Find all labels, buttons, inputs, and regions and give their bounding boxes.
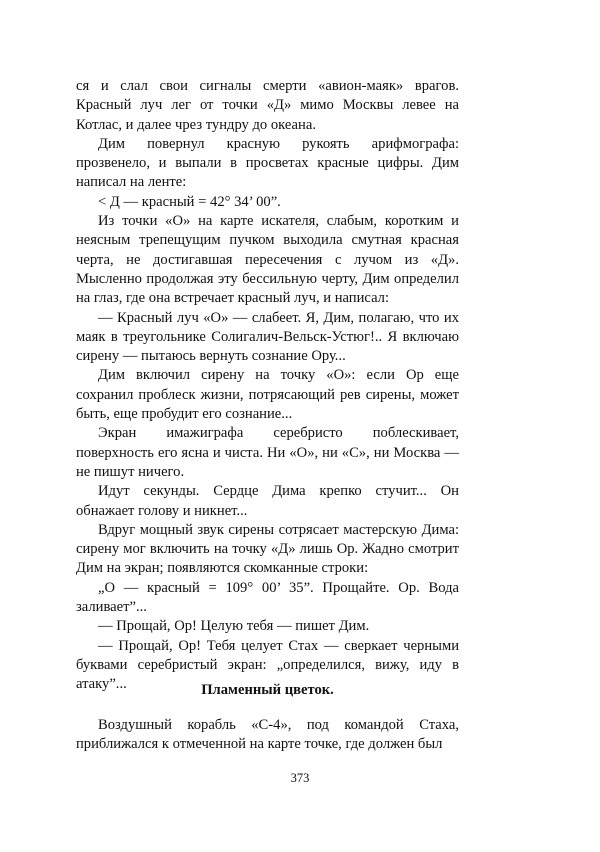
paragraph-dialogue: — Прощай, Ор! Тебя целует Стах — сверкает черными буквами серебристый экран: „определился, вижу, иду в атаку”... [76, 637, 459, 693]
paragraph: Дим включил сирену на точку «О»: если Ор еще сохранил проблеск жизни, потрясающий рев сирены, может быть, еще пробудит его сознание... [76, 367, 459, 423]
section-heading: Пламенный цветок. [201, 682, 334, 698]
body-text [76, 77, 459, 695]
paragraph: Идут секунды. Сердце Дима крепко стучит... Он обнажает голову и никнет... [76, 483, 459, 519]
paragraph: Дим повернул красную рукоять арифмографа: прозвенело, и выпали в просветах красные цифры. Дим написал на ленте: [76, 135, 459, 191]
paragraph-section-start: Воздушный корабль «С-4», под командой Стаха, приближался к отмеченной на карте точке, где должен был [76, 717, 459, 753]
paragraph-continuation: ся и слал свои сигналы смерти «авион-маяк» врагов. Красный луч лег от точки «Д» мимо Москвы левее на Котлас, и далее чрез тундру до океана. [76, 78, 459, 133]
paragraph: Экран имажиграфа серебристо поблескивает, поверхность его ясна и чиста. Ни «О», ни «С», ни Москва — не пишут ничего. [76, 425, 459, 480]
paragraph-dialogue: — Красный луч «О» — слабеет. Я, Дим, полагаю, что их маяк в треугольнике Солигалич-Вельск-Устюг!.. Я включаю сирену — пытаюсь вернуть сознание Ору... [76, 309, 459, 365]
paragraph: Из точки «О» на карте искателя, слабым, коротким и неясным трепещущим пучком выходила смутная красная черта, не достигавшая пересечения с лучом из «Д». Мысленно продолжая эту бессильную черту, Дим определил на глаз, где она встречает красный луч, и написал: [76, 213, 459, 307]
paragraph: Вдруг мощный звук сирены сотрясает мастерскую Дима: сирену мог включить на точку «Д» лишь Ор. Жадно смотрит Дим на экран; появляются скомканные строки: [76, 521, 459, 577]
page-number: 373 [290, 771, 310, 785]
paragraph-dialogue: — Прощай, Ор! Целую тебя — пишет Дим. [98, 618, 370, 635]
paragraph-formula: < Д — красный = 42° 34’ 00”. [98, 193, 281, 210]
paragraph-screen-message: „О — красный = 109° 00’ 35”. Прощайте. Ор. Вода заливает”... [76, 579, 459, 616]
